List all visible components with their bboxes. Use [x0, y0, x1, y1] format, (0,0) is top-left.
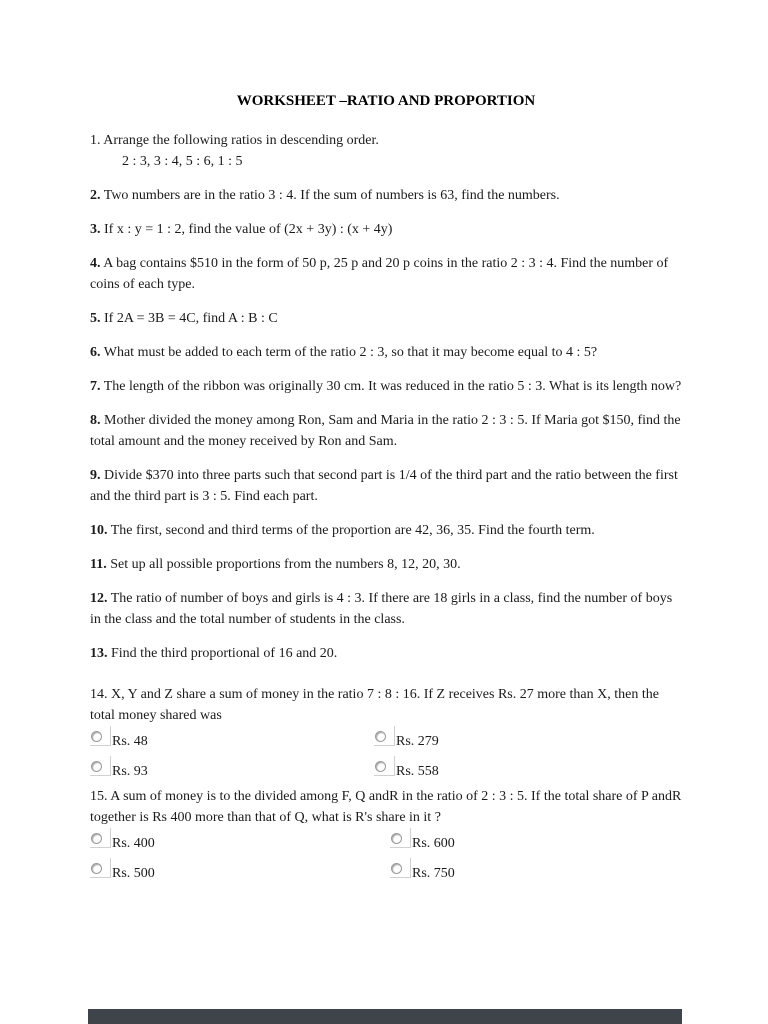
option-label: Rs. 48 [112, 734, 148, 749]
question-14 [90, 684, 682, 726]
question-1 [90, 130, 682, 172]
radio-unselected-icon[interactable] [390, 858, 411, 878]
question-2 [90, 185, 682, 206]
radio-unselected-icon[interactable] [90, 726, 111, 746]
option-row [90, 858, 682, 888]
option-label: Rs. 93 [112, 764, 148, 779]
option-label: Rs. 400 [112, 836, 155, 851]
question-12 [90, 588, 682, 630]
question-text: The ratio of number of boys and girls is 4 : 3. If there are 18 girls in a class, find the number of boys in the class and the total number of students in the class. [90, 591, 673, 627]
question-number: 8. [90, 413, 101, 428]
option-row [90, 828, 682, 858]
option-rs-400[interactable] [90, 828, 390, 854]
question-9 [90, 465, 682, 507]
question-7 [90, 376, 682, 397]
question-number: 6. [90, 345, 101, 360]
option-rs-750[interactable] [390, 858, 455, 884]
page-title: WORKSHEET –RATIO AND PROPORTION [236, 93, 536, 109]
question-number: 9. [90, 468, 101, 483]
question-text: What must be added to each term of the ratio 2 : 3, so that it may become equal to 4 : 5? [103, 345, 598, 360]
question-text: The length of the ribbon was originally 30 cm. It was reduced in the ratio 5 : 3. What is its length now? [103, 379, 682, 394]
question-4 [90, 253, 682, 295]
question-text: A sum of money is to the divided among F, Q andR in the ratio of 2 : 3 : 5. If the total share of P andR together is Rs 400 more than that of Q, what is R's share in it ? [90, 789, 682, 825]
option-row [90, 726, 682, 756]
question-text: Two numbers are in the ratio 3 : 4. If the sum of numbers is 63, find the numbers. [103, 188, 560, 203]
option-rs-279[interactable] [374, 726, 439, 752]
question-5 [90, 308, 682, 329]
question-number: 7. [90, 379, 101, 394]
question-10 [90, 520, 682, 541]
radio-unselected-icon[interactable] [90, 828, 111, 848]
question-text: If x : y = 1 : 2, find the value of (2x + 3y) : (x + 4y) [104, 222, 393, 237]
option-row [90, 756, 682, 786]
question-number: 3. [90, 222, 101, 237]
question-number: 1. [90, 133, 101, 148]
option-rs-558[interactable] [374, 756, 439, 782]
radio-unselected-icon[interactable] [390, 828, 411, 848]
question-text: A bag contains $510 in the form of 50 p, 25 p and 20 p coins in the ratio 2 : 3 : 4. Find the number of coins of each type. [90, 256, 669, 292]
question-text: Set up all possible proportions from the numbers 8, 12, 20, 30. [110, 557, 461, 572]
radio-unselected-icon[interactable] [90, 756, 111, 776]
question-text: X, Y and Z share a sum of money in the ratio 7 : 8 : 16. If Z receives Rs. 27 more than X, then the total money shared was [90, 687, 659, 723]
question-14-options [90, 726, 682, 786]
question-8 [90, 410, 682, 452]
question-number: 4. [90, 256, 101, 271]
radio-unselected-icon[interactable] [374, 726, 395, 746]
option-label: Rs. 279 [396, 734, 439, 749]
question-number: 2. [90, 188, 101, 203]
question-number: 15. [90, 789, 108, 804]
option-rs-600[interactable] [390, 828, 455, 854]
option-label: Rs. 750 [412, 866, 455, 881]
option-label: Rs. 558 [396, 764, 439, 779]
option-rs-500[interactable] [90, 858, 390, 884]
radio-unselected-icon[interactable] [374, 756, 395, 776]
radio-unselected-icon[interactable] [90, 858, 111, 878]
question-13 [90, 643, 682, 664]
question-3 [90, 219, 682, 240]
question-number: 10. [90, 523, 108, 538]
option-label: Rs. 500 [112, 866, 155, 881]
option-label: Rs. 600 [412, 836, 455, 851]
question-text: The first, second and third terms of the proportion are 42, 36, 35. Find the fourth term. [110, 523, 595, 538]
question-6 [90, 342, 682, 363]
question-text: Divide $370 into three parts such that second part is 1/4 of the third part and the ratio between the first and the third part is 3 : 5. Find each part. [90, 468, 678, 504]
question-number: 12. [90, 591, 108, 606]
option-rs-48[interactable] [90, 726, 374, 752]
question-number: 13. [90, 646, 108, 661]
question-text: If 2A = 3B = 4C, find A : B : C [104, 311, 278, 326]
worksheet-page [90, 0, 682, 888]
question-15-options [90, 828, 682, 888]
question-text: Find the third proportional of 16 and 20. [111, 646, 338, 661]
question-15 [90, 786, 682, 828]
option-rs-93[interactable] [90, 756, 374, 782]
question-11 [90, 554, 682, 575]
question-number: 11. [90, 557, 107, 572]
question-text: Arrange the following ratios in descending order. [103, 133, 379, 148]
question-1-ratios: 2 : 3, 3 : 4, 5 : 6, 1 : 5 [122, 154, 243, 169]
question-number: 5. [90, 311, 101, 326]
question-text: Mother divided the money among Ron, Sam and Maria in the ratio 2 : 3 : 5. If Maria got $150, find the total amount and the money received by Ron and Sam. [90, 413, 681, 449]
page-separator-bar [88, 1009, 682, 1024]
question-number: 14. [90, 687, 108, 702]
